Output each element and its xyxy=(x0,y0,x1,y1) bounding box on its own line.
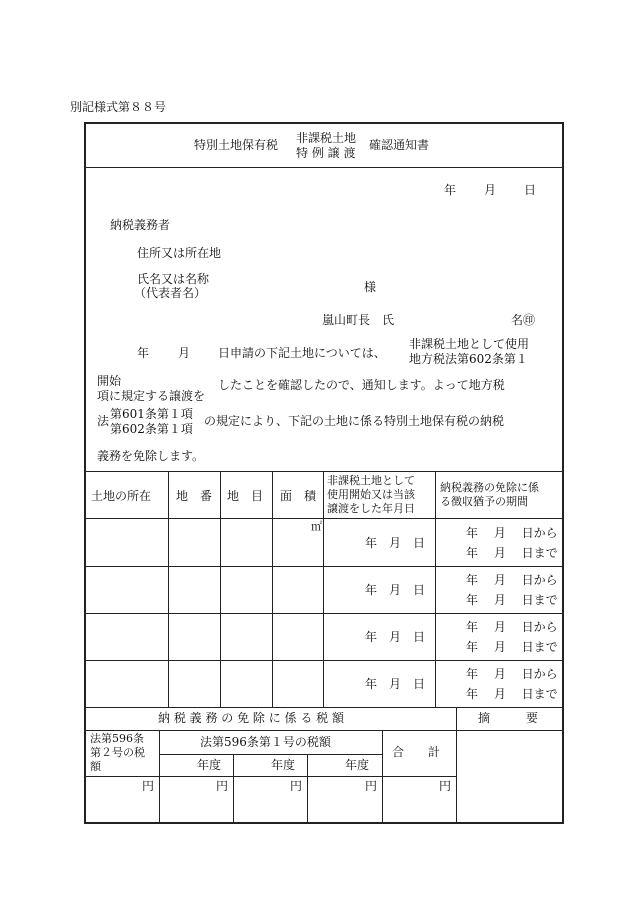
art596-2-line: 法第596条 xyxy=(90,732,144,745)
header-location: 土地の所在 xyxy=(91,489,152,503)
body-line3: の規定により、下記の土地に係る特別土地保有税の納税 xyxy=(204,414,505,428)
period-to: 年 月 日まで xyxy=(466,640,558,654)
body-line3-stack xyxy=(110,407,193,437)
yen-unit: 円 xyxy=(365,779,378,793)
body-line2-stack-top: 開始 xyxy=(97,374,122,388)
fiscal-year-label: 年度 xyxy=(345,758,370,772)
fiscal-year-divider xyxy=(159,754,382,755)
tax-header-divider xyxy=(84,730,564,731)
body-year: 年 xyxy=(137,346,150,360)
land-row-divider xyxy=(84,613,564,614)
header-use-date-line: 譲渡をした年月日 xyxy=(327,501,415,515)
summary-header: 摘 要 xyxy=(478,711,539,725)
period-from: 年 月 日から xyxy=(466,526,558,540)
taxpayer-heading: 納税義務者 xyxy=(110,218,171,232)
art596-2-line: 第２号の税 xyxy=(90,745,145,759)
col-divider xyxy=(233,754,234,823)
period-from: 年 月 日から xyxy=(466,620,558,634)
amount-row-divider xyxy=(84,776,456,777)
col-divider xyxy=(220,471,221,707)
body-line3-stack-top: 第601条第１項 xyxy=(110,407,193,421)
table-top-border xyxy=(84,471,564,472)
date-year: 年 xyxy=(444,183,457,197)
header-grace-period xyxy=(440,481,539,509)
yen-unit: 円 xyxy=(142,779,155,793)
body-line1-stack xyxy=(409,337,529,367)
tax-amount-header: 納 税 義 務 の 免 除 に 係 る 税 額 xyxy=(158,711,344,725)
name-label: 氏名又は名称 xyxy=(137,272,210,286)
col-divider xyxy=(272,471,273,707)
header-use-date-line: 使用開始又は当該 xyxy=(327,487,415,501)
col-divider xyxy=(159,730,160,823)
body-line2-stack-bottom: 項に規定する譲渡を xyxy=(97,389,206,403)
body-line1-stack-bottom: 地方税法第602条第１ xyxy=(409,352,528,366)
title-divider xyxy=(84,167,564,168)
col-divider xyxy=(307,754,308,823)
use-date-cell: 年 月 日 xyxy=(365,536,426,550)
use-date-cell: 年 月 日 xyxy=(365,583,426,597)
fiscal-year-label: 年度 xyxy=(271,758,296,772)
area-unit: ㎡ xyxy=(311,520,322,533)
yen-unit: 円 xyxy=(439,779,452,793)
land-row-divider xyxy=(84,660,564,661)
land-table-bottom xyxy=(84,707,564,708)
body-line4: 義務を免除します。 xyxy=(97,449,205,463)
col-divider xyxy=(323,471,324,707)
land-header-divider xyxy=(84,518,564,519)
use-date-cell: 年 月 日 xyxy=(365,630,426,644)
header-use-date xyxy=(327,474,415,515)
body-line1: 日申請の下記土地については、 xyxy=(218,346,386,360)
col-divider xyxy=(456,707,457,823)
art596-2-line: 額 xyxy=(90,759,101,773)
body-line3-stack-bottom: 第602条第１項 xyxy=(110,422,193,436)
period-from: 年 月 日から xyxy=(466,667,558,681)
body-line1-stack-top: 非課税土地として使用 xyxy=(409,337,530,351)
title-suffix: 確認通知書 xyxy=(369,138,430,152)
total-header: 合 計 xyxy=(392,745,441,759)
period-to: 年 月 日まで xyxy=(466,593,558,607)
header-grace-line: る徴収猶予の期間 xyxy=(440,494,528,508)
use-date-cell: 年 月 日 xyxy=(365,677,426,691)
header-area: 面 積 xyxy=(280,489,317,503)
seal-mark: 名㊞ xyxy=(511,313,536,327)
title-stack-top: 非課税土地 xyxy=(296,131,357,145)
body-line2-stack xyxy=(97,374,205,404)
title-stack-bottom: 特 例 譲 渡 xyxy=(296,146,356,160)
date-day: 日 xyxy=(524,183,537,197)
address-label: 住所又は所在地 xyxy=(137,246,222,260)
yen-unit: 円 xyxy=(290,779,303,793)
honorific: 様 xyxy=(364,280,377,294)
title-main: 特別土地保有税 xyxy=(194,138,279,152)
title-stack xyxy=(296,131,356,161)
form-number: 別記様式第８８号 xyxy=(70,100,167,114)
art596-2-label xyxy=(90,732,145,773)
representative-label: （代表者名） xyxy=(134,286,207,300)
body-line3-prefix: 法 xyxy=(97,414,110,428)
col-divider xyxy=(168,471,169,707)
period-to: 年 月 日まで xyxy=(466,687,558,701)
period-from: 年 月 日から xyxy=(466,573,558,587)
period-to: 年 月 日まで xyxy=(466,546,558,560)
header-lot-number: 地 番 xyxy=(176,489,213,503)
col-divider xyxy=(382,730,383,823)
fiscal-year-label: 年度 xyxy=(197,758,222,772)
issuer-title: 嵐山町長 氏 xyxy=(322,313,395,327)
col-divider xyxy=(435,471,436,707)
header-grace-line: 納税義務の免除に係 xyxy=(440,481,539,494)
header-use-date-line: 非課税土地として xyxy=(327,474,415,487)
land-row-divider xyxy=(84,566,564,567)
body-line2: したことを確認したので、通知します。よって地方税 xyxy=(218,378,505,392)
yen-unit: 円 xyxy=(216,779,229,793)
art596-1-header: 法第596条第１号の税額 xyxy=(200,735,331,749)
header-land-category: 地 目 xyxy=(227,489,264,503)
body-month: 月 xyxy=(178,346,191,360)
date-month: 月 xyxy=(484,183,497,197)
